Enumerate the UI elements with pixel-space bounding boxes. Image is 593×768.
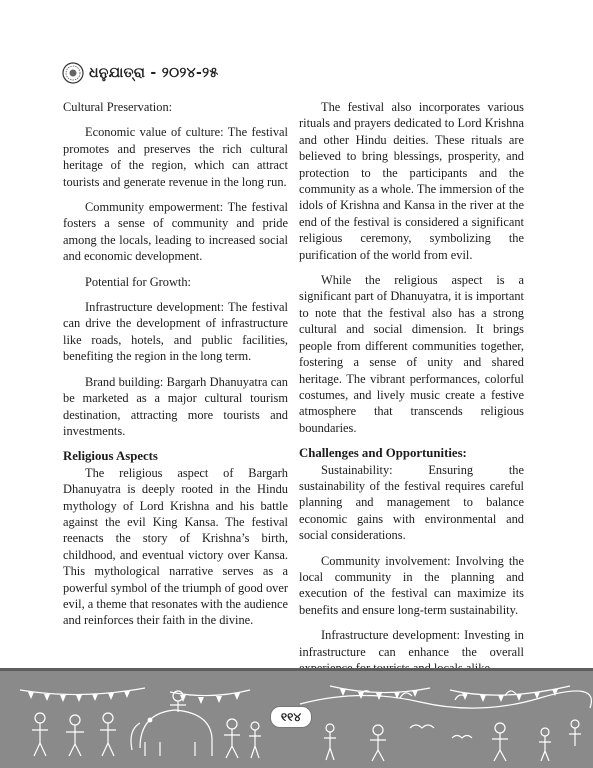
- paragraph-rituals: The festival also incorporates various rituals and prayers dedicated to Lord Krishna and other Hindu deities. These rituals are believed to bring blessings, prosperity, and protection to the participants and the community as a whole. The immersion of the idols of Krishna and Kansa in the river at the end of the festival is considered a significant religious ceremony, symbolizing the purification of the world from evil.: [299, 100, 524, 262]
- left-column: [63, 99, 288, 638]
- circular-emblem-icon: [62, 62, 84, 84]
- paragraph-religious-aspect: The religious aspect of Bargarh Dhanuyatra is deeply rooted in the Hindu mythology of Lord Krishna and his battle against the evil King Kansa. The festival reenacts the story of Krishna’s birth, childhood, and eventual victory over Kansa. This mythological narrative serves as a powerful symbol of the triumph of good over evil, a theme that resonates with the audience and reinforces their faith in the divine.: [63, 465, 289, 628]
- header-title: ଧନୁଯାତ୍ରା - ୨୦୨୪-୨୫: [89, 65, 219, 81]
- paragraph-community-empowerment: Community empowerment: The festival fosters a sense of community and pride among the locals, leading to increased social and economic development.: [63, 200, 288, 264]
- heading-challenges-opportunities: Challenges and Opportunities:: [299, 446, 467, 461]
- heading-religious-aspects: Religious Aspects: [63, 449, 158, 464]
- paragraph-brand-building: Brand building: Bargarh Dhanuyatra can be marketed as a major cultural tourism destination, attracting more tourists and investments.: [63, 374, 288, 438]
- right-column: [299, 99, 524, 685]
- paragraph-sustainability: Sustainability: Ensuring the sustainability of the festival requires careful planning and management to balance economic gains with environmental and social considerations.: [299, 462, 524, 543]
- paragraph-social-dimension: While the religious aspect is a significant part of Dhanuyatra, it is important to note that the festival also has a strong cultural and social dimension. It brings people from different communities together, fostering a sense of unity and shared heritage. The vibrant performances, colorful costumes, and lively music create a festive atmosphere that transcends religious boundaries.: [299, 273, 524, 435]
- section-label-potential-growth: Potential for Growth:: [85, 274, 191, 289]
- paragraph-infrastructure-development: Infrastructure development: The festival can drive the development of infrastructure like roads, hotels, and public facilities, benefiting the region in the long term.: [63, 300, 288, 364]
- page-header: [62, 61, 218, 85]
- section-label-cultural-preservation: Cultural Preservation:: [63, 100, 173, 114]
- page-number: ୧୧୪: [280, 709, 302, 724]
- paragraph-community-involvement: Community involvement: Involving the local community in the planning and execution of the festival can maximize its benefits and ensure long-term sustainability.: [299, 553, 524, 617]
- paragraph-infrastructure-investing: Infrastructure development: Investing in infrastructure can enhance the overall: [299, 628, 524, 659]
- paragraph-economic-value: Economic value of culture: The festival promotes and preserves the rich cultural heritage of the region, which can attract tourists and generate revenue in the long run.: [63, 125, 288, 189]
- page-number-badge: [270, 706, 312, 728]
